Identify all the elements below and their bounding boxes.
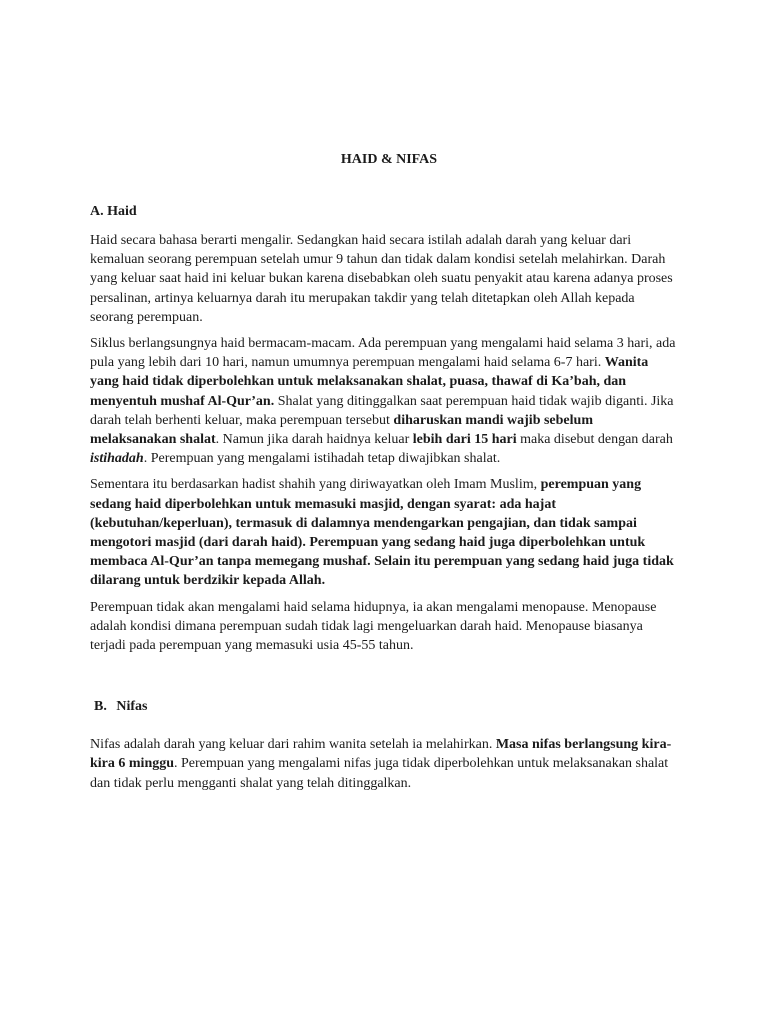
text-run: Wanita yang haid tidak diperbolehkan untuk melaksanakan shalat, puasa, thawaf di Ka’bah, dan menyentuh mushaf Al-Qur’an. bbox=[90, 355, 649, 409]
text-run: Nifas adalah darah yang keluar dari rahim wanita setelah ia melahirkan. bbox=[90, 737, 496, 753]
text-run: Siklus berlangsungnya haid bermacam-macam. Ada perempuan yang mengalami haid selama 3 hari, ada pula yang lebih dari 10 hari, namun umumnya perempuan mengalami haid selama 6-7 hari. bbox=[90, 336, 676, 371]
paragraph-haid-mosque bbox=[90, 475, 680, 590]
text-run: maka disebut dengan darah bbox=[516, 432, 673, 448]
text-run: lebih dari 15 hari bbox=[412, 432, 517, 448]
text-run: perempuan yang sedang haid diperbolehkan untuk memasuki masjid, dengan syarat: ada hajat (kebutuhan/keperluan), termasuk di dalamnya mendengarkan pengajian, dan tidak sampai mengotori masjid (dari darah haid). Perempuan yang sedang haid juga diperbolehkan untuk membaca Al-Qur’an tanpa memegang mushaf. Selain itu perempuan yang sedang haid juga tidak dilarang untuk berdzikir kepada Allah. bbox=[90, 477, 674, 589]
section-heading-haid: A. Haid bbox=[90, 204, 137, 219]
paragraph-haid-cycle bbox=[90, 334, 680, 468]
page-title: HAID & NIFAS bbox=[340, 152, 438, 167]
paragraph-haid-definition bbox=[90, 231, 680, 327]
text-run: Perempuan tidak akan mengalami haid selama hidupnya, ia akan mengalami menopause. Menopause adalah kondisi dimana perempuan sudah tidak lagi mengeluarkan darah haid. Menopause biasanya terjadi pada perempuan yang memasuki usia 45-55 tahun. bbox=[90, 599, 657, 654]
paragraph-nifas-definition bbox=[90, 735, 680, 793]
paragraph-menopause bbox=[90, 598, 680, 656]
text-run: . Perempuan yang mengalami nifas juga tidak diperbolehkan untuk melaksanakan shalat dan tidak perlu mengganti shalat yang telah ditinggalkan. bbox=[90, 756, 669, 791]
text-run: Sementara itu berdasarkan hadist shahih yang diriwayatkan oleh Imam Muslim, bbox=[90, 477, 541, 493]
text-run: istihadah bbox=[90, 451, 144, 467]
text-run: Shalat yang ditinggalkan saat perempuan haid tidak wajib diganti. Jika darah telah berhenti keluar, maka perempuan tersebut bbox=[90, 393, 674, 428]
text-run: Masa nifas berlangsung kira-kira 6 minggu bbox=[90, 737, 672, 772]
text-run: . Perempuan yang mengalami istihadah tetap diwajibkan shalat. bbox=[143, 451, 501, 467]
text-run: diharuskan mandi wajib sebelum melaksanakan shalat bbox=[90, 412, 593, 448]
section-heading-nifas: B. Nifas bbox=[94, 699, 148, 715]
text-run: Haid secara bahasa berarti mengalir. Sedangkan haid secara istilah adalah darah yang keluar dari kemaluan seorang perempuan setelah umur 9 tahun dan tidak dalam kondisi setelah melahirkan. Darah yang keluar saat haid ini keluar bukan karena disebabkan oleh suatu penyakit atau karena adanya proses persalinan, artinya keluarnya darah itu merupakan takdir yang telah ditetapkan oleh Allah kepada seorang perempuan. bbox=[90, 233, 673, 325]
text-run: . Namun jika darah haidnya keluar bbox=[215, 432, 413, 448]
